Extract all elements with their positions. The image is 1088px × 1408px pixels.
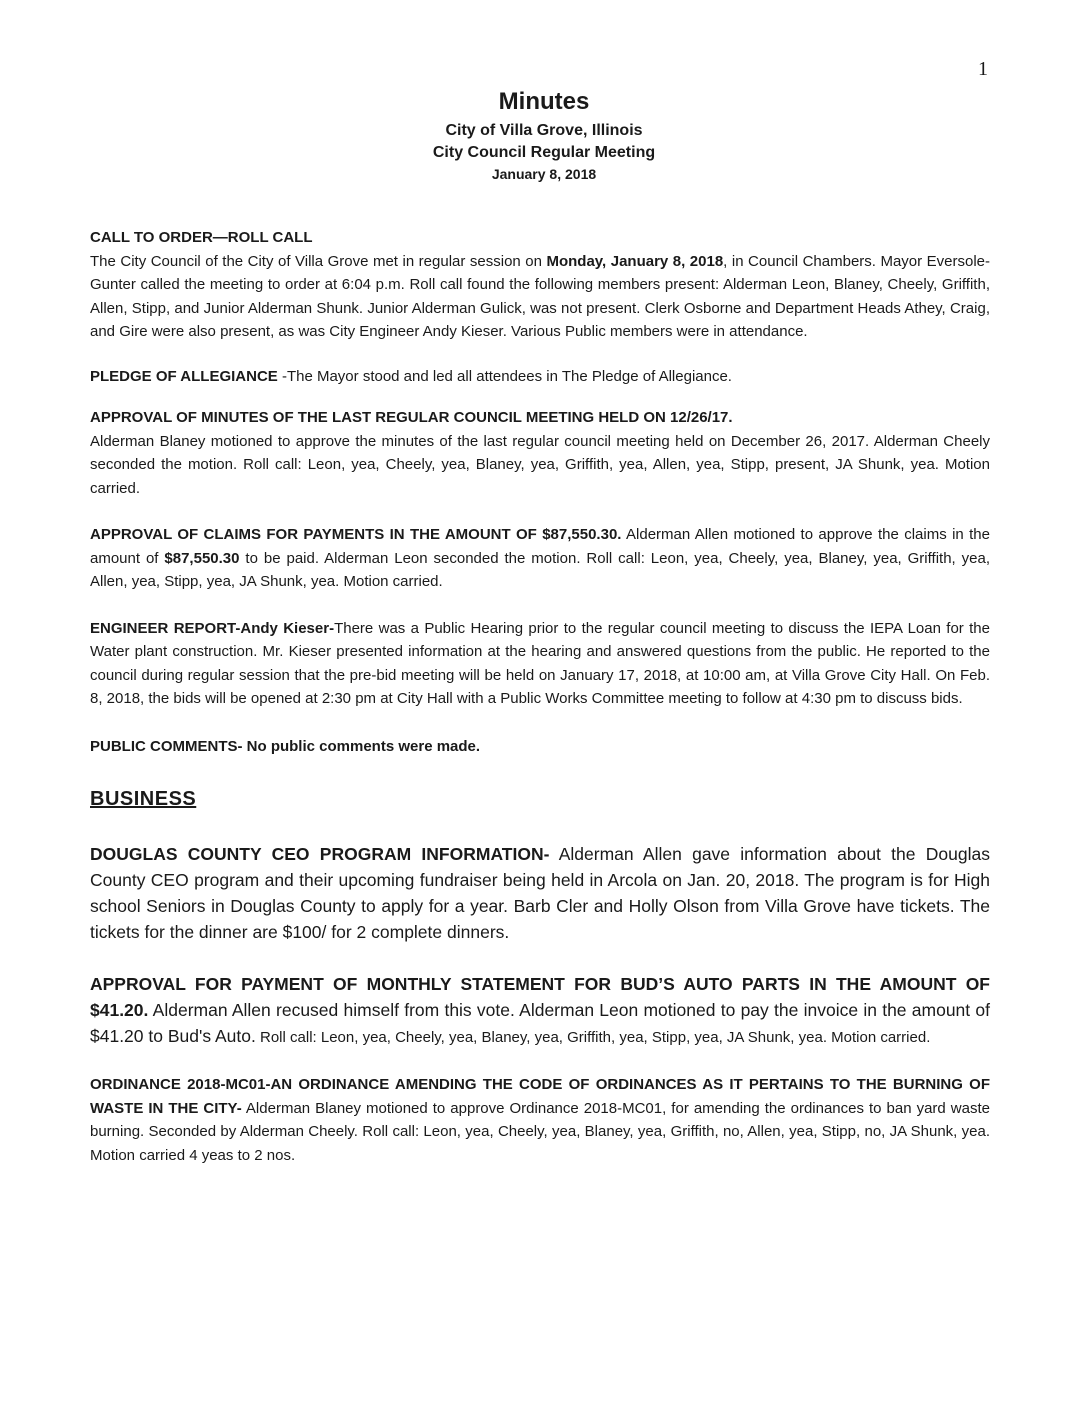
section-call-to-order xyxy=(90,226,990,344)
section-claims xyxy=(90,523,990,594)
claims-heading: APPROVAL OF CLAIMS FOR PAYMENTS IN THE AMOUNT OF $87,550.30. xyxy=(90,526,622,543)
pledge-body: -The Mayor stood and led all attendees in The Pledge of Allegiance. xyxy=(277,367,732,385)
minutes-approval-heading-text: APPROVAL OF MINUTES OF THE LAST REGULAR COUNCIL MEETING HELD ON 12/26/17. xyxy=(90,409,733,426)
claims-text xyxy=(90,523,990,594)
ceo-program-body: Alderman Allen gave information about the Douglas County CEO program and their upcoming fundraiser being held in Arcola on Jan. 20, 2018. The program is for High school Seniors in Douglas County to apply for a year. Barb Cler and Holly Olson from Villa Grove have tickets. The tickets for the dinner are $100/ for 2 complete dinners. xyxy=(90,844,990,942)
buds-auto-text xyxy=(90,971,990,1051)
claims-amount-bold: $87,550.30 xyxy=(164,549,240,567)
engineer-body: There was a Public Hearing prior to the regular council meeting to discuss the IEPA Loan for the Water plant construction. Mr. Kieser presented information at the hearing and answered questions from the public. He reported to the council during regular session that the pre-bid meeting will be held on January 17, 2018, at 10:00 am, at Villa Grove City Hall. On Feb. 8, 2018, the bids will be opened at 2:30 pm at City Hall with a Public Works Committee meeting to follow at 4:30 pm to discuss bids. xyxy=(90,619,990,707)
section-ordinance xyxy=(90,1073,990,1167)
buds-auto-body: Alderman Allen recused himself from this vote. Alderman Leon motioned to pay the invoice in the amount of $41.20 to Bud's Auto. xyxy=(90,1000,990,1046)
pledge-heading: PLEDGE OF ALLEGIANCE xyxy=(90,367,278,385)
buds-auto-roll-call: Roll call: Leon, yea, Cheely, yea, Blaney, yea, Griffith, yea, Stipp, yea, JA Shunk, yea. Motion carried. xyxy=(255,1029,931,1046)
ordinance-body: Alderman Blaney motioned to approve Ordinance 2018-MC01, for amending the ordinances to ban yard waste burning. Seconded by Alderman Cheely. Roll call: Leon, yea, Cheely, yea, Blaney, yea, Griffith, no, Allen, yea, Stipp, no, JA Shunk, yea. Motion carried 4 yeas to 2 nos. xyxy=(90,1099,990,1164)
section-pledge xyxy=(90,365,990,389)
section-buds-auto xyxy=(90,971,990,1051)
public-comments-bold: PUBLIC COMMENTS- No public comments were made. xyxy=(90,737,481,755)
document-title: Minutes xyxy=(498,88,590,115)
meeting-date: January 8, 2018 xyxy=(491,166,597,182)
city-name: City of Villa Grove, Illinois xyxy=(445,122,643,139)
meeting-type: City Council Regular Meeting xyxy=(432,144,656,161)
meeting-date-bold: Monday, January 8, 2018 xyxy=(546,252,724,270)
buds-auto-heading: APPROVAL FOR PAYMENT OF MONTHLY STATEMENT FOR BUD’S AUTO PARTS IN THE AMOUNT OF $41.20. xyxy=(90,974,990,1020)
business-heading: BUSINESS xyxy=(90,788,197,810)
ceo-program-heading: DOUGLAS COUNTY CEO PROGRAM INFORMATION- xyxy=(90,844,550,864)
section-ceo-program xyxy=(90,841,990,945)
claims-body-part1: Alderman Allen motioned to approve the claims in the amount of xyxy=(90,526,990,567)
ordinance-text xyxy=(90,1073,990,1167)
call-to-order-text-part1: The City Council of the City of Villa Grove met in regular session on xyxy=(90,252,547,270)
pledge-text xyxy=(90,365,990,389)
minutes-body xyxy=(90,226,990,1167)
public-comments-text xyxy=(90,735,990,759)
page-number: 1 xyxy=(978,58,988,80)
minutes-approval-heading xyxy=(90,406,990,430)
engineer-text xyxy=(90,617,990,711)
call-to-order-heading: CALL TO ORDER—ROLL CALL xyxy=(90,229,313,246)
section-public-comments xyxy=(90,735,990,759)
call-to-order-text xyxy=(90,250,990,344)
call-to-order-text-part2: , in Council Chambers. Mayor Eversole-Gunter called the meeting to order at 6:04 p.m. Roll call found the following members present: Alderman Leon, Blaney, Cheely, Griffith, Allen, Stipp, and Junior Alderman Shunk. Junior Alderman Gulick, was not present. Clerk Osborne and Department Heads Athey, Craig, and Gire were also present, as was City Engineer Andy Kieser. Various Public members were in attendance. xyxy=(90,252,991,340)
engineer-heading: ENGINEER REPORT-Andy Kieser- xyxy=(90,619,335,637)
document-header xyxy=(0,88,1088,182)
section-engineer-report xyxy=(90,617,990,711)
minutes-approval-text: Alderman Blaney motioned to approve the minutes of the last regular council meeting held on December 26, 2017. Alderman Cheely seconded the motion. Roll call: Leon, yea, Cheely, yea, Blaney, yea, Griffith, yea, Allen, yea, Stipp, present, JA Shunk, yea. Motion carried. xyxy=(90,432,990,497)
ordinance-heading: ORDINANCE 2018-MC01-AN ORDINANCE AMENDING THE CODE OF ORDINANCES AS IT PERTAINS TO THE BURNING OF WASTE IN THE CITY- xyxy=(90,1076,990,1117)
claims-body-part2: to be paid. Alderman Leon seconded the motion. Roll call: Leon, yea, Cheely, yea, Blaney, yea, Griffith, yea, Allen, yea, Stipp, yea, JA Shunk, yea. Motion carried. xyxy=(90,549,990,590)
section-minutes-approval xyxy=(90,406,990,500)
ceo-program-text xyxy=(90,841,990,945)
